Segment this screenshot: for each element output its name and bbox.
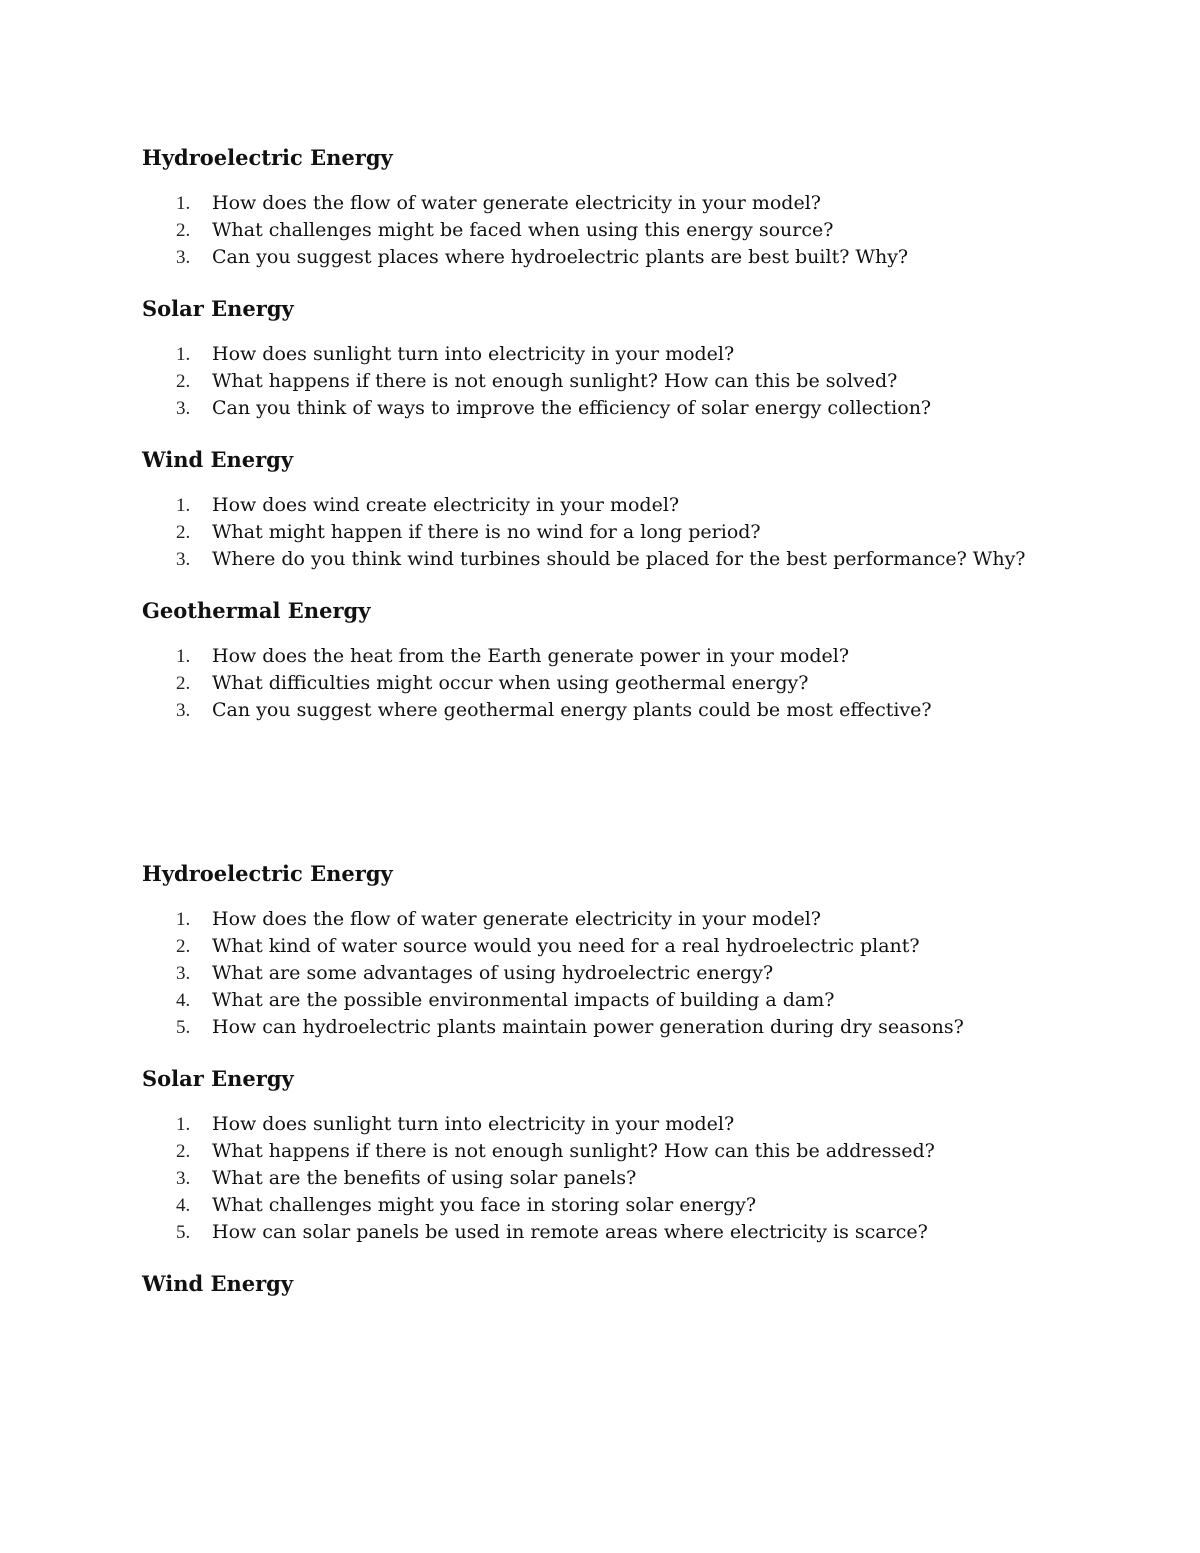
question-number: 2. (176, 371, 191, 392)
section-solar-energy (142, 293, 1042, 422)
question-item (142, 1014, 1042, 1041)
question-item (142, 697, 1042, 724)
question-item (142, 492, 1042, 519)
question-item (142, 1219, 1042, 1246)
question-text: How can hydroelectric plants maintain power generation during dry seasons? (212, 1016, 964, 1038)
question-number: 3. (176, 1168, 191, 1189)
section-wind-energy (142, 444, 1042, 573)
question-number: 5. (176, 1017, 191, 1038)
section-solar-energy (142, 1063, 1042, 1246)
question-item (142, 217, 1042, 244)
question-number: 1. (176, 193, 191, 214)
question-text: How does the flow of water generate electricity in your model? (212, 908, 821, 930)
section-title: Geothermal Energy (142, 598, 371, 623)
question-text: What are some advantages of using hydroelectric energy? (212, 962, 774, 984)
question-text: What are the possible environmental impacts of building a dam? (212, 989, 835, 1011)
question-text: Where do you think wind turbines should be placed for the best performance? Why? (212, 548, 1026, 570)
question-item (142, 519, 1042, 546)
question-text: Can you suggest places where hydroelectric plants are best built? Why? (212, 246, 909, 268)
question-number: 3. (176, 549, 191, 570)
question-text: What challenges might you face in storing solar energy? (212, 1194, 757, 1216)
section-wind-energy (142, 1268, 1042, 1300)
question-number: 1. (176, 495, 191, 516)
question-item (142, 1192, 1042, 1219)
question-number: 1. (176, 646, 191, 667)
question-text: What are the benefits of using solar panels? (212, 1167, 637, 1189)
question-number: 1. (176, 344, 191, 365)
section-title: Hydroelectric Energy (142, 861, 393, 886)
question-number: 3. (176, 700, 191, 721)
question-number: 3. (176, 398, 191, 419)
question-item (142, 244, 1042, 271)
spacer (142, 746, 1042, 858)
question-number: 2. (176, 220, 191, 241)
question-text: How does sunlight turn into electricity in your model? (212, 343, 735, 365)
question-item (142, 960, 1042, 987)
question-text: How does the heat from the Earth generate power in your model? (212, 645, 850, 667)
question-item (142, 1165, 1042, 1192)
question-text: What might happen if there is no wind for a long period? (212, 521, 761, 543)
question-item (142, 1111, 1042, 1138)
question-number: 5. (176, 1222, 191, 1243)
section-hydroelectric-energy (142, 142, 1042, 271)
question-item (142, 190, 1042, 217)
question-number: 3. (176, 247, 191, 268)
question-text: What kind of water source would you need for a real hydroelectric plant? (212, 935, 920, 957)
section-hydroelectric-energy (142, 858, 1042, 1041)
question-list (142, 341, 1042, 422)
question-item (142, 987, 1042, 1014)
question-text: What challenges might be faced when using this energy source? (212, 219, 834, 241)
question-text: How can solar panels be used in remote areas where electricity is scarce? (212, 1221, 928, 1243)
question-number: 3. (176, 963, 191, 984)
question-text: How does wind create electricity in your model? (212, 494, 680, 516)
question-number: 4. (176, 990, 191, 1011)
question-text: Can you suggest where geothermal energy plants could be most effective? (212, 699, 932, 721)
section-title: Solar Energy (142, 1066, 294, 1091)
question-item (142, 643, 1042, 670)
question-text: What happens if there is not enough sunlight? How can this be addressed? (212, 1140, 935, 1162)
question-text: Can you think of ways to improve the efficiency of solar energy collection? (212, 397, 932, 419)
question-list (142, 643, 1042, 724)
question-number: 2. (176, 673, 191, 694)
question-number: 2. (176, 1141, 191, 1162)
question-item (142, 933, 1042, 960)
section-geothermal-energy (142, 595, 1042, 724)
question-item (142, 341, 1042, 368)
question-list (142, 190, 1042, 271)
section-title: Wind Energy (142, 1271, 294, 1296)
question-item (142, 1138, 1042, 1165)
document-page (142, 142, 1042, 1300)
question-number: 2. (176, 522, 191, 543)
question-item (142, 368, 1042, 395)
question-text: How does sunlight turn into electricity in your model? (212, 1113, 735, 1135)
question-number: 4. (176, 1195, 191, 1216)
section-title: Wind Energy (142, 447, 294, 472)
question-list (142, 1111, 1042, 1246)
question-list (142, 906, 1042, 1041)
question-number: 2. (176, 936, 191, 957)
question-text: What happens if there is not enough sunlight? How can this be solved? (212, 370, 898, 392)
question-item (142, 906, 1042, 933)
question-number: 1. (176, 1114, 191, 1135)
question-number: 1. (176, 909, 191, 930)
section-title: Solar Energy (142, 296, 294, 321)
question-text: How does the flow of water generate electricity in your model? (212, 192, 821, 214)
question-item (142, 395, 1042, 422)
question-item (142, 546, 1042, 573)
question-item (142, 670, 1042, 697)
question-text: What difficulties might occur when using geothermal energy? (212, 672, 809, 694)
question-list (142, 492, 1042, 573)
section-title: Hydroelectric Energy (142, 145, 393, 170)
